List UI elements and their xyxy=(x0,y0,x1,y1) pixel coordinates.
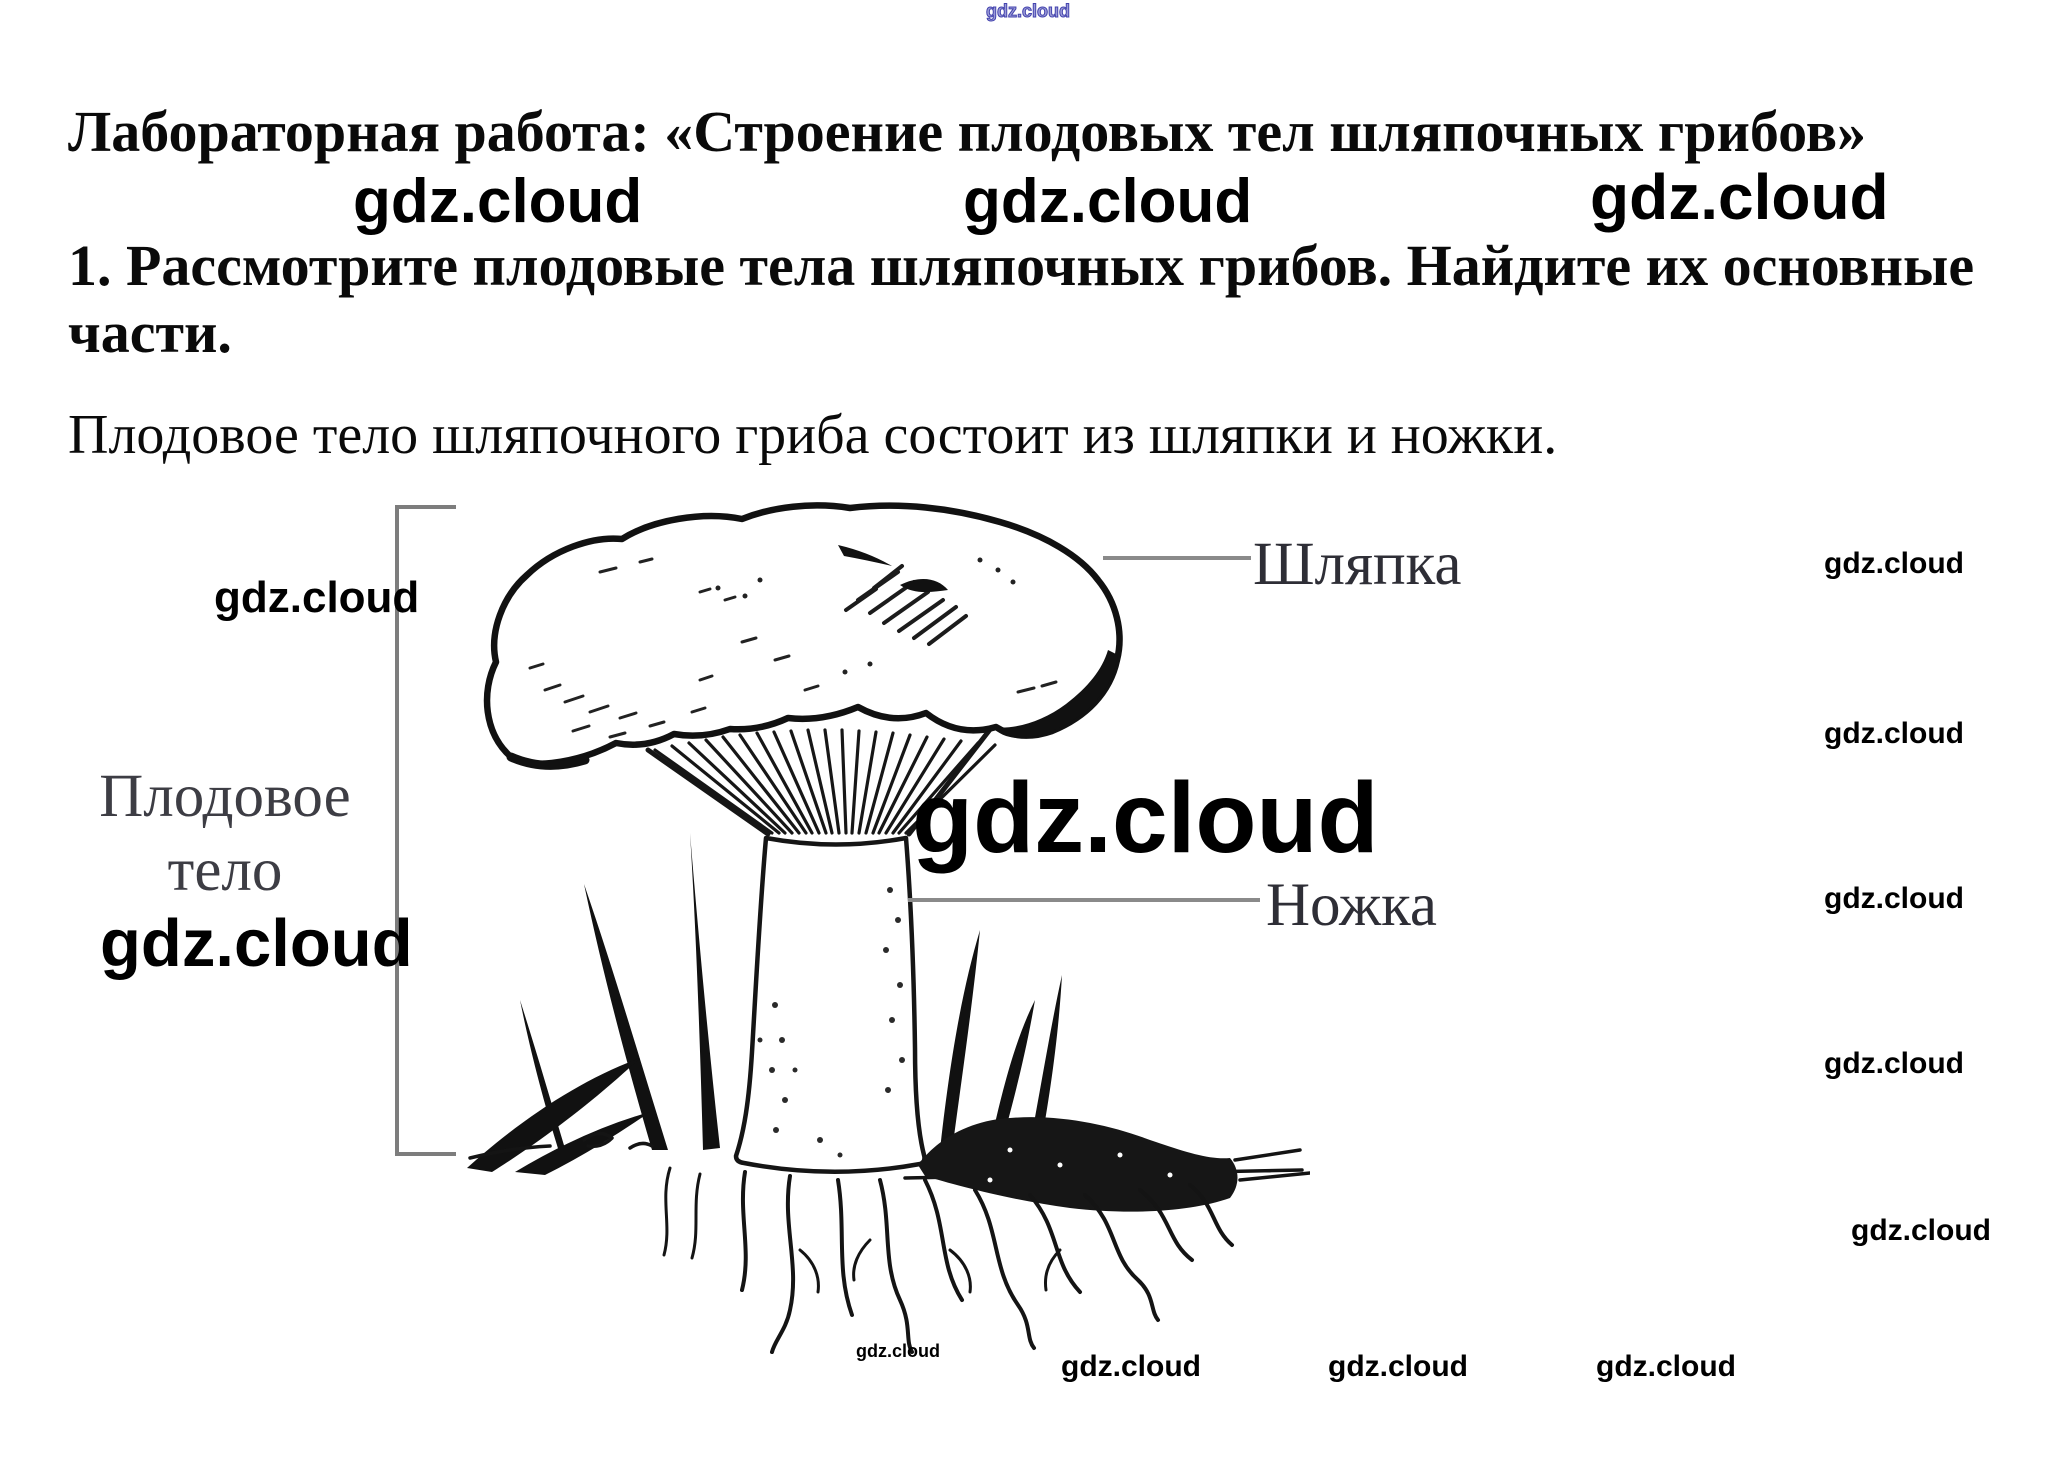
watermark-row-left: gdz.cloud xyxy=(353,167,643,236)
watermark-center-large: gdz.cloud xyxy=(912,762,1379,874)
watermark-row-center: gdz.cloud xyxy=(963,167,1253,236)
watermark-bottom-1: gdz.cloud xyxy=(1061,1350,1201,1383)
mycelium-roots xyxy=(664,1168,1232,1352)
cap-leader-line xyxy=(1103,556,1251,560)
watermark-right-5: gdz.cloud xyxy=(1851,1214,1991,1247)
watermark-bottom-2: gdz.cloud xyxy=(1328,1350,1468,1383)
paragraph-text: Плодовое тело шляпочного гриба состоит из шляпки и ножки. xyxy=(68,404,1558,466)
cap-label: Шляпка xyxy=(1253,531,1462,598)
fruiting-body-label: Плодовое тело xyxy=(99,763,351,905)
step1-text xyxy=(68,232,2028,367)
watermark-bottom-3: gdz.cloud xyxy=(1596,1350,1736,1383)
watermark-right-2: gdz.cloud xyxy=(1824,717,1964,750)
mushroom-stem xyxy=(736,838,925,1172)
watermark-left-large: gdz.cloud xyxy=(100,906,413,981)
page-title: Лабораторная работа: «Строение плодовых тел шляпочных грибов» xyxy=(68,99,1867,164)
soil-mound xyxy=(918,1117,1238,1211)
mushroom-cap xyxy=(487,505,1119,765)
watermark-right-4: gdz.cloud xyxy=(1824,1047,1964,1080)
watermark-right-1: gdz.cloud xyxy=(1824,547,1964,580)
watermark-right-3: gdz.cloud xyxy=(1824,882,1964,915)
step1-line2: части. xyxy=(68,300,232,366)
watermark-bottom-small: gdz.cloud xyxy=(856,1341,940,1361)
stem-leader-line xyxy=(908,898,1260,902)
step1-line1: 1. Рассмотрите плодовые тела шляпочных грибов. Найдите их основные xyxy=(68,233,1975,298)
watermark-near-bracket: gdz.cloud xyxy=(214,573,420,622)
watermark-row-right: gdz.cloud xyxy=(1590,161,1889,233)
watermark-top-center: gdz.cloud xyxy=(986,1,1070,21)
mushroom-illustration xyxy=(410,480,1310,1383)
stem-label: Ножка xyxy=(1266,872,1437,939)
